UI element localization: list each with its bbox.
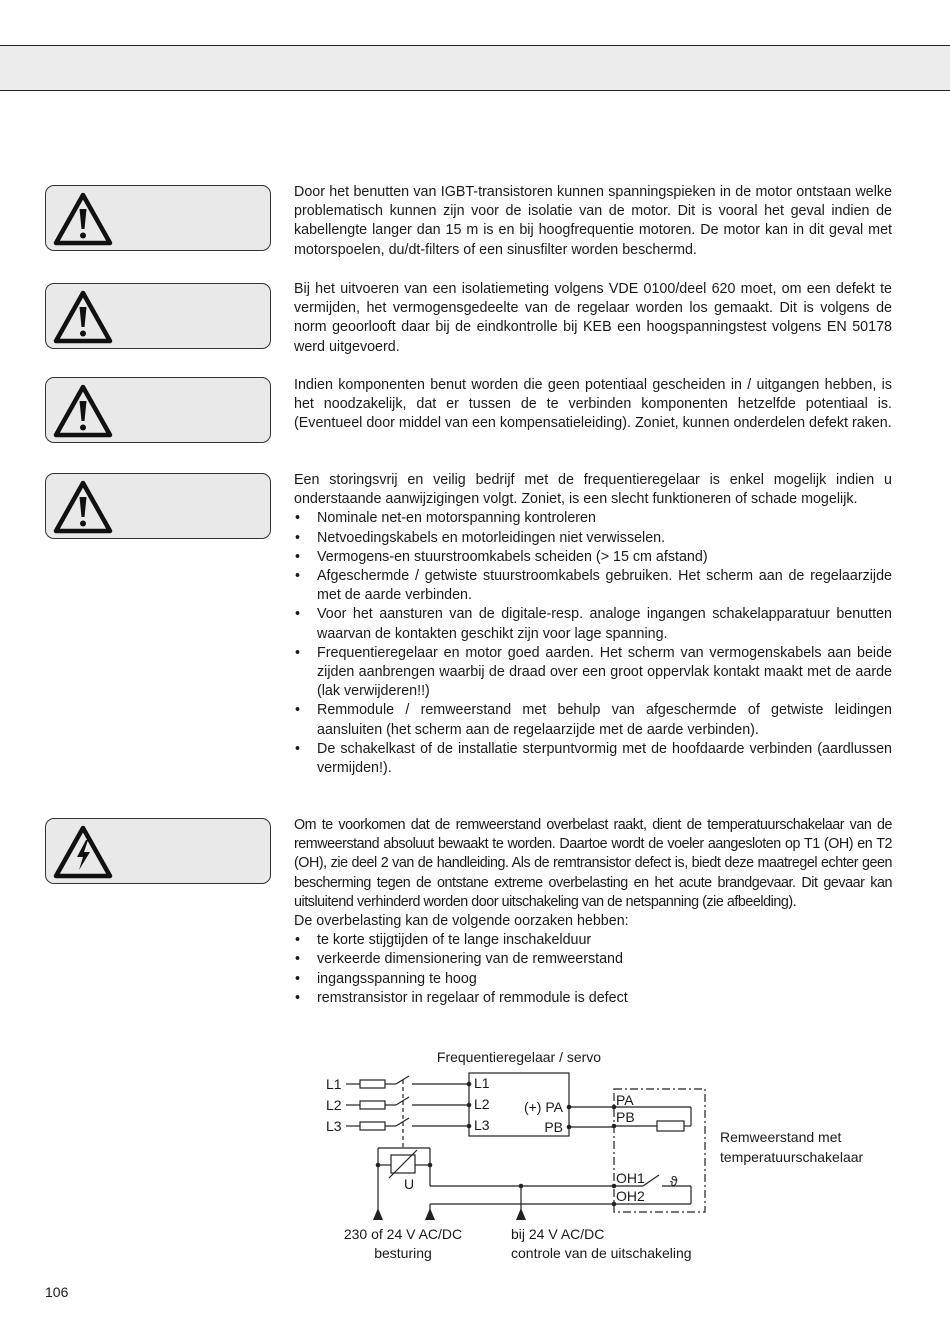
- paragraph-isolation: Bij het uitvoeren van een isolatiemeting volgens VDE 0100/deel 620 moet, om een defekt te vermijden, het vermogensgedeelte van de regelaar worden los gemaakt. Dit is volgens de norm geoorlooft daar bij de eindkontrolle bij KEB een hoogspanningstest volgens EN 50178 werd uitgevoerd.: [294, 281, 892, 355]
- control-caption-line2: besturing: [374, 1245, 432, 1261]
- monitor-caption-line2: controle van de uitschakeling: [511, 1245, 692, 1261]
- text-block-3: [294, 376, 892, 434]
- warning-triangle-icon: [52, 479, 114, 535]
- list-item: • Nominale net-en motorspanning kontroleren: [294, 509, 892, 528]
- wiring-diagram: [0, 1040, 950, 1270]
- list-item: • De schakelkast of de installatie sterpuntvormig met de hoofdaarde verbinden (aardlussen vermijden!).: [294, 740, 892, 778]
- inverter-l3-label: L3: [474, 1117, 490, 1133]
- inverter-l1-label: L1: [474, 1075, 490, 1091]
- list-item: • Netvoedingskabels en motorleidingen niet verwisselen.: [294, 529, 892, 548]
- oh2-label: OH2: [616, 1188, 645, 1204]
- text-block-4: [294, 471, 892, 778]
- inverter-l2-label: L2: [474, 1096, 490, 1112]
- text-block-5: [294, 816, 892, 1008]
- warning-box-2: [45, 283, 271, 349]
- mains-l1-label: L1: [326, 1076, 342, 1092]
- warning-box-5: [45, 818, 271, 884]
- inverter-pa-label: (+) PA: [523, 1099, 563, 1115]
- text-block-1: [294, 183, 892, 260]
- list-item: • Remmodule / remweerstand met behulp van afgeschermde of getwiste leidingen aansluiten (het scherm aan de regelaarzijde met de aarde verbinden).: [294, 701, 892, 739]
- thermal-switch-symbol: ϑ: [670, 1173, 678, 1189]
- overload-cause-list: [294, 931, 892, 1008]
- warning-triangle-icon: [52, 383, 114, 439]
- mains-l2-label: L2: [326, 1097, 342, 1113]
- paragraph-igbt: Door het benutten van IGBT-transistoren kunnen spanningspieken in de motor ontstaan welke problematisch kunnen zijn voor de isolatie van de motor. Dit is vooral het geval indien de kabellengte langer dan 15 m is en bij hoogfrequentie motoren. De motor kan in dit geval met motorspoelen, du/dt-filters of een sinusfilter worden beschermd.: [294, 184, 892, 258]
- list-item: • remstransistor in regelaar of remmodule is defect: [294, 989, 892, 1008]
- warning-triangle-icon: [52, 289, 114, 345]
- list-item: • te korte stijgtijden of te lange inschakelduur: [294, 931, 892, 950]
- warning-triangle-icon: [52, 191, 114, 247]
- high-voltage-icon: [52, 824, 114, 880]
- paragraph-instructions: Een storingsvrij en veilig bedrijf met de frequentieregelaar is enkel mogelijk indien u onderstaande aanwijzigingen volgt. Zoniet, is een slecht funktioneren of schade mogelijk.: [294, 472, 892, 508]
- instruction-list: [294, 509, 892, 778]
- header-band: [0, 45, 950, 91]
- mains-l3-label: L3: [326, 1118, 342, 1134]
- list-item: • Vermogens-en stuurstroomkabels scheiden (> 15 cm afstand): [294, 548, 892, 567]
- warning-box-1: [45, 185, 271, 251]
- paragraph-brake-resistor: Om te voorkomen dat de remweerstand overbelast raakt, dient de temperatuurschakelaar van de remweerstand absoluut bewaakt te worden. Daartoe wordt de voeler aangesloten op T1 (OH) en T2 (OH), zie deel 2 van de handleiding. Als de remtransistor defect is, biedt deze maatregel echter geen bescherming tegen de ontstane extreme overbelasting en het acute brandgevaar. Dit gevaar kan uitsluitend verhinderd worden door uitschakeling van de netspanning (zie afbeelding).: [294, 817, 892, 910]
- monitor-caption-line1: bij 24 V AC/DC: [511, 1226, 605, 1242]
- page-number: 106: [45, 1284, 69, 1300]
- diagram-title: Frequentieregelaar / servo: [436, 1049, 602, 1065]
- list-item: • ingangsspanning te hoog: [294, 970, 892, 989]
- resistor-caption-line1: Remweerstand met: [720, 1129, 842, 1145]
- list-item: • verkeerde dimensionering van de remweerstand: [294, 950, 892, 969]
- list-item: • Frequentieregelaar en motor goed aarden. Het scherm van vermogenskabels aan beide zijden aanbrengen waarbij de draad over een groot oppervlak kontakt maakt met de aarde (lak verwijderen!!): [294, 644, 892, 702]
- paragraph-potential: Indien komponenten benut worden die geen potentiaal gescheiden in / uitgangen hebben, is het noodzakelijk, dat er tussen de te verbinden komponenten hetzelfde potentiaal is. (Eventueel door middel van een kompensatieleiding). Zoniet, kunnen onderdelen defekt raken.: [294, 377, 892, 432]
- inverter-pb-label: PB: [544, 1119, 563, 1135]
- warning-box-4: [45, 473, 271, 539]
- list-item: • Voor het aansturen van de digitale-resp. analoge ingangen schakelapparatuur benutten waarvan de kontakten geschikt zijn voor lage spanning.: [294, 605, 892, 643]
- paragraph-overload-causes: De overbelasting kan de volgende oorzaken hebben:: [294, 913, 629, 930]
- text-block-2: [294, 280, 892, 357]
- warning-box-3: [45, 377, 271, 443]
- list-item: • Afgeschermde / getwiste stuurstroomkabels gebruiken. Het scherm aan de regelaarzijde met de aarde verbinden.: [294, 567, 892, 605]
- resistor-pa-label: PA: [616, 1092, 634, 1108]
- oh1-label: OH1: [616, 1170, 645, 1186]
- resistor-pb-label: PB: [616, 1109, 635, 1125]
- control-caption-line1: 230 of 24 V AC/DC: [343, 1226, 463, 1242]
- coil-label: U: [404, 1176, 415, 1192]
- resistor-caption-line2: temperatuurschakelaar: [720, 1149, 864, 1165]
